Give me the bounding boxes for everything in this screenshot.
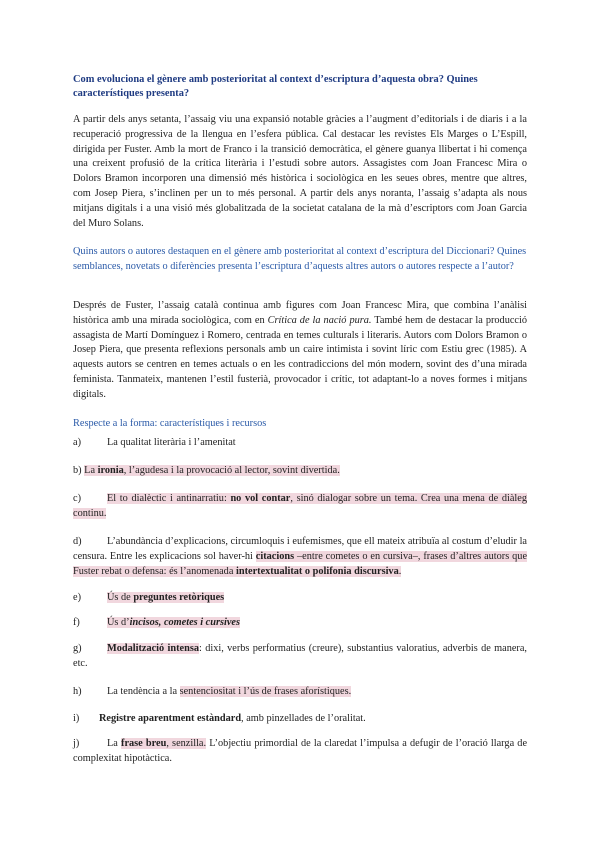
paragraph-2 [73,299,527,403]
section-title: Respecte a la forma: característiques i recursos [73,418,267,429]
list-item-text: , amb pinzellades de l’oralitat. [241,713,366,724]
list-item-a [73,436,527,451]
list-label: j) [73,738,80,749]
list-label: d) [73,536,82,547]
list-item-text: , senzilla. [166,738,207,749]
list-item-j [73,737,527,767]
book-title: Crítica de la nació pura. [267,314,372,326]
bold-term: intertextualitat o polifonia discursiva [235,565,399,577]
list-item-text: El to dialèctic i antinarratiu: [107,493,231,504]
question-2: Quins autors o autores destaquen en el gènere amb posterioritat al context d’escriptura del Diccionari? Quines semblances, novetats o diferències presenta l’escriptura d’aquests altres autors o autores respecte a l’autor? [73,246,527,272]
highlighted-text: sentenciositat i l’ús de frases aforístiques. [179,686,352,697]
list-item-f [73,616,527,631]
highlighted-text [84,465,340,476]
highlighted-text [107,592,224,603]
list-item-i [73,712,527,727]
list-item-text: , sinó dialogar sobre un tema. Crea una mena de diàleg continu. [73,493,527,519]
highlighted-text [73,493,527,519]
list-label: b) [73,465,82,476]
list-item-text: L’objectiu primordial de la claredat l’impulsa a defugir de l’oració llarga de complexitat hipotàctica. [73,738,528,764]
list-label: e) [73,592,81,603]
paragraph-1: A partir dels anys setanta, l’assaig viu una expansió notable gràcies a l’augment d’editorials i de diaris i a la recuperació progressiva de la llengua en l’esfera pública. Cal destacar les revistes Els Marges o L’Espill, dirigida per Fuster. Amb la mort de Franco i la transició democràtica, el gènere guanya llibertat i hi comença una creixent profusió de la crítica literària i l’estudi sobre autors. Assagistes com Joan Francesc Mira o Dolors Bramon incorporen una dimensió més històrica i sociològica en les seues obres, mentre que altres, com Josep Piera, s’inclinen per un to més personal. A partir dels anys noranta, l’assaig s’adapta als nous mitjans digitals i a una visió més globalitzada de la societat catalana de la mà d’escriptors com Joan Garcia del Muro Solans. [73,114,527,229]
list-item-text: : dixi, verbs performatius (creure), substantius valoratius, adverbis de manera, etc. [73,643,527,669]
bold-term: incisos, cometes i cursives [129,617,241,628]
highlighted-text [107,617,240,628]
list-item-e [73,591,527,606]
list-label: h) [73,686,82,697]
list-item-d [73,535,527,579]
paragraph-2-text-b: També hem de destacar la producció assagista de Martí Domínguez i Romero, centrada en temes culturals i literaris. Autors com Dolors Bramon o Josep Piera, que presenta reflexions personals amb un caire intimista i sovint líric com Estiu grec (1985). A aquests autors se centren en temes actuals o en les contradiccions del món modern, sovint des d’una mirada feminista. Tanmateix, mantenen l’estil fusterià, provocador i crític, tot adaptant-lo a noves formes i mitjans digitals. [73,314,528,400]
paragraph-2-text-a: Després de Fuster, l’assaig català continua amb figures com Joan Francesc Mira, que combina l’anàlisi històrica amb una mirada sociològica, com en [73,300,527,326]
bold-term: frase breu [121,738,167,749]
list-item-text: La tendència a la [107,686,180,697]
list-item-text: La qualitat literària i l’amenitat [107,437,236,448]
list-item-b [73,464,527,479]
list-item-text: , l’agudesa i la provocació al lector, sovint divertida. [123,465,340,476]
bold-term: preguntes retòriques [133,592,225,603]
list-item-c [73,492,527,522]
list-label: i) [73,713,80,724]
bold-term: Registre aparentment estàndard [99,713,242,724]
list-item-text: Ús d’ [107,617,130,628]
list-label: c) [73,493,81,504]
list-label: g) [73,643,82,654]
bold-term: no vol contar [230,493,291,504]
bold-term: Modalització intensa [107,643,199,654]
bold-term: ironia [97,465,124,476]
list-item-text: . [398,565,402,577]
list-item-text: La [84,465,98,476]
question-1: Com evoluciona el gènere amb posterioritat al context d’escriptura d’aquesta obra? Quines característiques presenta? [73,74,478,99]
list-item-text: L’abundància d’explicacions, circumloquis i eufemismes, que ell mateix atribuïa al costum d’eludir la censura. Entre les explicacions sol haver-hi [73,536,527,562]
list-label: a) [73,437,81,448]
highlighted-text [121,738,206,749]
list-item-g [73,642,527,672]
list-item-text: La [107,738,122,749]
list-item-text: –entre cometes o en cursiva–, frases d’altres autors que Fuster rebat o defensa: és l’anomenada [73,550,528,577]
list-item-h [73,685,527,700]
bold-term: citacions [255,550,295,562]
list-item-text: Ús de [107,592,134,603]
list-label: f) [73,617,80,628]
